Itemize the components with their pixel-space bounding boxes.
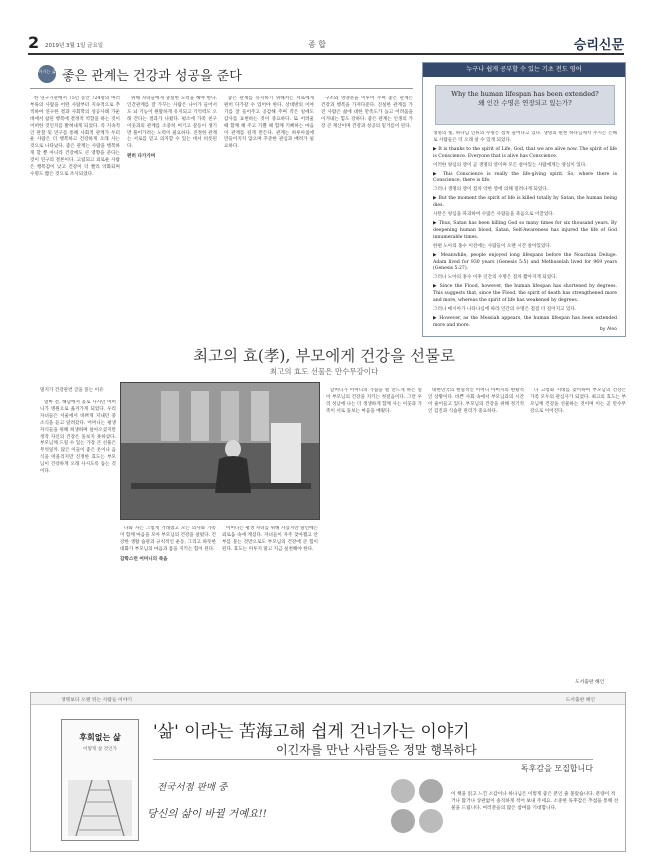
ad-publisher: 도서출판 해인 [565, 698, 595, 703]
lead-col4-text: 구조와 영양분을 이루어 주며 좋은 관계는 건강과 행복을 가져다준다. 진실한 관계를 가진 사람은 삶에 대한 만족도가 높고 어려움을 이겨내는 힘도 강하다. 좋은 관계는 인생의 가장 큰 재산이며 건강과 성공의 밑거름이 된다. [321, 96, 413, 129]
feature-photo [120, 382, 320, 520]
book-cover [61, 719, 139, 841]
english-box-paragraph: ▶ This Conscience is really the life-giving spirit. So, where there is Conscience, there is life. [433, 171, 617, 184]
english-box-header: 누구나 쉽게 공부할 수 있는 기초 전도 영어 [423, 63, 625, 77]
lead-col1-text: 한 연구기관에서 75년 동안 724명의 여러 부류의 사람을 어떤 사람부터 지속적으로 추적하여 연구한 결과 사회학의 성공사례 가운데에서 참된 행복에 결정적 역할을 하는 것이 어떠한 것인지를 밝혀내게 되었다. 즉 지속적인 관찰 및 연구를 통해 사회적 관계가 두터운 사람은 더 행복하고 건강하게 오래 사는 것으로 나타났다. 좋은 관계는 사람을 행복하게 할 뿐 아니라 건강에도 큰 영향을 준다는 것이 연구의 결론이다. 고립되고 외로운 사람은 행복감이 낮고 건강이 더 빨리 악화되며 수명도 짧은 것으로 조사되었다. [30, 96, 120, 177]
lead-article-col-3 [224, 96, 314, 332]
ad-script-line-1: 전국서점 판매 중 [157, 782, 228, 793]
feature-subheading: 감학스런 어머니의 죽음 [120, 556, 168, 562]
feature-col-6 [530, 388, 626, 678]
feature-col1-text: 얼마 전, 해남에서 홀로 사시던 어머니가 병원으로 옮겨가게 되었다. 우리 자녀들은 서울에서 바쁘게 지내던 중 소식을 듣고 달려갔다. 어머니는 평생 자식들을 위해 희생하며 살아오셨지만 정작 자신의 건강은 돌보지 못하셨다. 부모님께 드릴 수 있는 가장 큰 선물은 무엇일까. 많은 이들이 좋은 옷이나 음식을 떠올리지만 진정한 효도는 부모님이 건강하게 오래 사시도록 돕는 것이다. [40, 400, 116, 475]
ad-tagline: 생명보다 오랜 뒤는 사람들 이야기 [61, 698, 132, 703]
railway-track-illustration [68, 780, 132, 836]
english-lesson-box [422, 62, 626, 337]
avatar [391, 809, 415, 833]
feature-col-3 [222, 526, 318, 686]
lead-col3-text: 좋은 관계를 유지하기 위해서는 서로에게 편히 다가갈 수 있어야 한다. 상대방의 이야기를 잘 들어주고 공감해 주며 작은 일에도 감사를 표현하는 것이 중요하다. 또 어려울 때 함께 해 주고 기쁠 때 함께 기뻐하는 마음이 관계를 깊게 만든다. 관계는 하루아침에 만들어지지 않으며 꾸준한 관심과 배려가 필요하다. [224, 96, 314, 150]
page-number: 2 [28, 33, 40, 52]
lead-article-col-2 [127, 96, 217, 332]
lead-subheading: 편히 다가가며 [127, 154, 156, 160]
english-box-paragraph: ▶ Since the Flood, however, the human lifespan has shortened by degrees. This suggests that, since the Flood, the spirit of death has strengthened more and more, whereas the spirit of life has weakened by degrees. [433, 284, 617, 304]
newspaper-brand: 승리신문 [573, 38, 624, 53]
feature-col4-text: 할머니가 어머니의 가슴을 펼 만드게 하는 일이 부모님의 건강을 지키는 첫걸음이다. 그런 우리 성남에 나는 더 생생하게 함께 사는 이웃과 가족이 서로 돌보는 마음을 배웠다. [326, 388, 422, 414]
english-title-en: Why the human lifespan has been extended? [451, 90, 599, 98]
elderly-woman-photo-illustration [121, 383, 320, 520]
feature-byline: 도서출판 해인 [575, 680, 605, 685]
ad-subheadline: 이긴자를 만난 사람들은 정말 행복하다 [276, 743, 477, 757]
feature-col-5 [428, 388, 524, 686]
column-badge: 아기는 삶 [38, 65, 56, 83]
english-box-paragraph: ▶ But the moment the spirit of life is killed totally by Satan, the human being dies. [433, 196, 617, 209]
book-advertisement [30, 692, 626, 852]
lead-article-col-4 [321, 96, 413, 332]
feature-col3-text: 어머니는 평생 자녀를 위해 사셨지만 말년에는 외로움 속에 계셨다. 자녀들이 자주 찾아뵙고 안부를 묻는 것만으로도 부모님의 건강에 큰 힘이 된다. 효도는 미루지 말고 지금 실천해야 한다. [222, 526, 318, 552]
english-box-paragraph: ▶ It is thanks to the spirit of Life, God, that we are alive now. The spirit of life is Conscience. Everyone that is alive has Conscience. [433, 146, 617, 159]
section-name: 종 합 [308, 40, 326, 49]
lead-article-col-1 [30, 96, 120, 332]
book-title: 후회없는 삶 [79, 732, 121, 742]
english-box-paragraph: 그러나 노아의 홍수 이후 인간의 수명은 점차 짧아지게 되었다. [433, 275, 558, 281]
english-box-paragraph: 생명의 빛, 하나님 인류의 수명은 점차 늘어나고 있다. 생명의 원천 하나님께서 주시는 은혜로 사람들은 더 오래 살 수 있게 되었다. [433, 131, 617, 143]
feature-col2-text: 나와 자는 그렇게 거래했고 모든 의사와 가족이 함께 마음을 모아 부모님의 건강을 살폈다. 건강한 생활 습관과 규칙적인 운동, 그리고 따뜻한 대화가 부모님의 마음과 몸을 지키는 힘이 된다. [120, 526, 216, 552]
english-box-paragraph: ▶ However, as the Messiah appears, the human lifespan has been extended more and more. [433, 315, 617, 327]
feature-title: 최고의 효(孝), 부모에게 건강을 선물로 [193, 347, 455, 365]
avatar [419, 779, 443, 803]
avatar [391, 779, 415, 803]
english-box-paragraph: 한편 노아의 홍수 이전에는 사람들이 오랜 시간 살아있었다. [433, 243, 552, 249]
book-subtitle: 어떻게 살 것인가 [83, 747, 117, 752]
ad-paragraph: 이 책을 읽고 느낀 소감이나 하나님은 이렇게 좋은 분인 줄 몰랐습니다. 분량이 적거나 많거나 상관없이 솔직하게 적어 보내 주세요. 소중한 독후감은 추첨을 통해 선물을 드립니다. 여러분들의 많은 참여를 기대합니다. [451, 792, 619, 811]
ad-divider [153, 759, 593, 760]
english-box-byline: by Aleo [599, 327, 617, 332]
photo-caption: 멀지가 건강관련 글을 읽는 이유 [40, 388, 104, 393]
feature-col6-text: 나 고령화 시대를 맞이하여 부모님의 건강은 가족 모두의 관심사가 되었다. 최고의 효도는 부모님께 건강을 선물하는 것이며 이는 곧 만수무강으로 이어진다. [530, 388, 626, 414]
english-box-paragraph: ▶ Thus, Satan has been killing God so many times for six thousand years. By deepening human blood, Satan, Self-Awareness has injured the life of God innumerable times. [433, 220, 617, 240]
english-box-paragraph: 이러한 양심의 영이 곧 생명의 영이며 모든 살아있는 사람에게는 양심이 있다. [433, 162, 587, 168]
ad-top-strip [31, 693, 625, 705]
issue-date: 2019년 3월 1일 금요일 [45, 43, 104, 49]
ad-headline: '삶' 이라는 苦海고해 쉽게 건너가는 이야기 [153, 722, 470, 742]
feature-col-2 [120, 526, 216, 686]
feature-col-4 [326, 388, 422, 686]
feature-subtitle: 최고의 효도 선물은 만수무강이다 [269, 367, 379, 376]
avatar [419, 809, 443, 833]
page-header [28, 33, 624, 55]
lead-col2-text: 위해 자녀들에게 충실한 노력을 해야 한다. 인간관계를 잘 가꾸는 사람은 나이가 들어서도 뇌 기능이 원활하게 유지되고 기억력도 오래 간다는 결과가 나왔다. 평소에 가족 친구 이웃과의 관계를 소중히 여기고 갈등이 생기면 풀어가려는 노력이 필요하다. 진정한 관계는 서로를 믿고 의지할 수 있는 데서 비롯된다. [127, 96, 217, 150]
english-title-box [435, 85, 615, 125]
english-box-paragraph: 사탄은 양심을 파괴하여 수많은 사람들을 죽음으로 이끌었다. [433, 212, 555, 218]
feature-col-1 [40, 400, 116, 686]
english-box-paragraph: 그러나 메시아가 나타나심에 따라 인간의 수명은 점점 더 길어지고 있다. [433, 306, 577, 312]
english-box-body [433, 131, 617, 327]
english-box-paragraph: 그러나 생명의 영이 점차 악한 영에 의해 밀려나게 되었다. [433, 187, 549, 193]
feature-col5-text: 대한민국의 현실적인 어머니 아버지의 현황적인 상황이다. 바쁜 사회 속에서 부모님과의 시간이 줄어들고 있다. 부모님의 건강을 위해 정기적인 검진과 식습관 관리가 중요하다. [428, 388, 524, 414]
title-divider [30, 88, 413, 89]
english-title-ko: 왜 인간 수명은 연장되고 있는가? [478, 99, 572, 107]
lead-article-title: 좋은 관계는 건강과 성공을 준다 [62, 69, 242, 84]
ad-portraits [391, 779, 443, 835]
ad-call-to-action: 독후감을 모집합니다 [520, 764, 593, 773]
ad-script-line-2: 당신의 삶이 바뀔 거예요!! [147, 808, 267, 820]
english-box-paragraph: ▶ Meanwhile, people enjoyed long lifespans before the Noachian Deluge. Adam lived for 930 years (Genesis 5:5) and Methuselah lived for 969 years (Genesis 5:27). [433, 252, 617, 272]
